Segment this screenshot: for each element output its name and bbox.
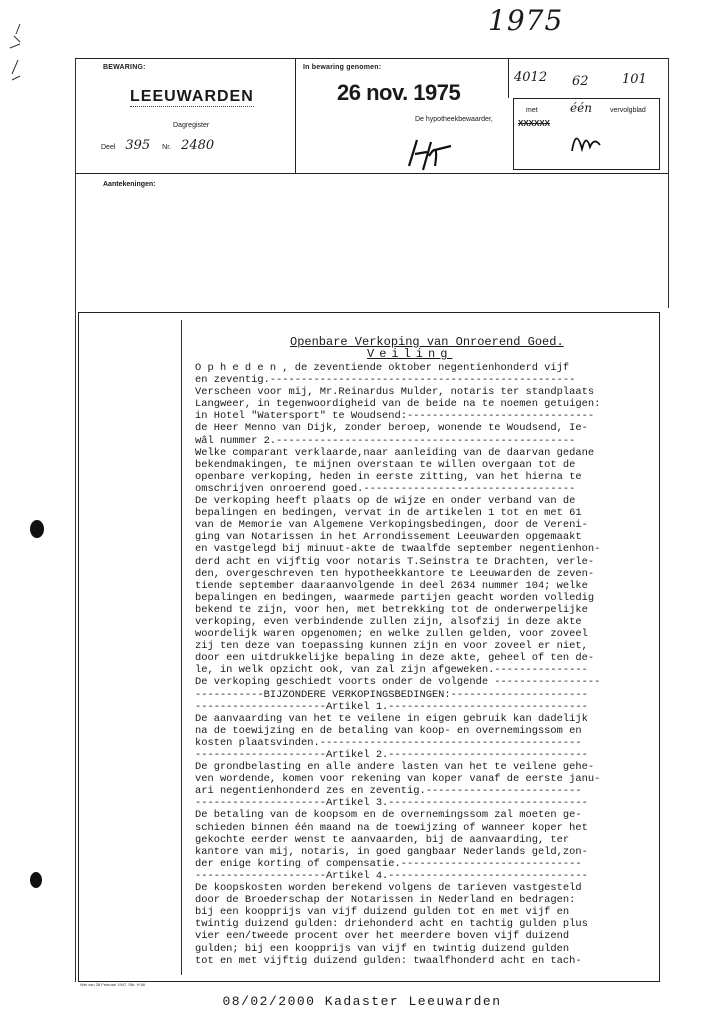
deed-line: bekendmakingen, te mijnen overstaan te willen overgaan tot de — [195, 458, 576, 471]
dagregister-label: Dagregister — [173, 122, 210, 129]
deed-line: na de toewijzing en de betaling van koop- en overnemingssom en — [195, 724, 582, 737]
deed-margin-rule — [181, 320, 182, 975]
hypotheekbewaarder-signature-icon — [405, 136, 455, 172]
registration-stamp-block — [75, 58, 668, 173]
deed-subtitle: Veiling — [367, 347, 453, 361]
deel-label: Deel — [101, 144, 116, 151]
deed-line: en vastgelegd bij minuut-akte de twaalfde september negentienhon- — [195, 543, 601, 556]
aantekeningen-label: Aantekeningen: — [103, 181, 156, 188]
deed-line: tot en met vijftig duizend gulden: twaalfhonderd acht en tach- — [195, 954, 582, 967]
vervolgblad-box — [513, 98, 660, 170]
bewaring-label: BEWARING: — [103, 64, 146, 71]
deed-line: der enige korting of compensatie.----------------------------- — [195, 857, 582, 870]
deed-line: ari negentienhonderd zes en zeventig.------------------------- — [195, 785, 582, 798]
deed-line: Welke comparant verklaarde,naar aanleiding van de daarvan gedane — [195, 446, 595, 459]
punch-hole — [30, 520, 44, 538]
deed-line: gulden; bij een koopprijs van vijf en twintig duizend gulden — [195, 942, 570, 955]
deed-line: ging van Notarissen in het Arrondissement Leeuwarden opgemaakt — [195, 531, 582, 544]
deed-line: omschrijven onroerend goed.---------------------------------- — [195, 482, 576, 495]
deed-line: ---------------------Artikel 4.-------------------------------- — [195, 869, 588, 882]
deed-line: bepalingen en bedingen, vervat in de artikelen 1 tot en met 61 — [195, 507, 582, 520]
hypotheekbewaarder-label: De hypotheekbewaarder, — [415, 116, 493, 123]
deed-body — [195, 362, 653, 967]
deed-line: vier een/tweede procent over het meerdere boven vijf duizend — [195, 930, 570, 943]
deed-line: den, overgeschreven ten hypotheekkantore te Leeuwarden de zeven- — [195, 567, 595, 580]
deel-row — [101, 138, 214, 153]
deed-line: De grondbelasting en alle andere lasten van het te veilene gehe- — [195, 761, 595, 774]
register-number: 101 — [622, 72, 647, 87]
met-label: met — [526, 107, 538, 114]
punch-hole — [30, 872, 42, 888]
deed-line: schieden binnen één maand na de toewijzing of wanneer koper het — [195, 821, 588, 834]
deed-line: De verkoping heeft plaats op de wijze en onder verband van de — [195, 495, 576, 508]
deed-line: De verkoping geschiedt voorts onder de volgende ----------------- — [195, 676, 601, 689]
date-stamp: 26 nov. 1975 — [337, 80, 461, 105]
in-bewaring-label: In bewaring genomen: — [303, 64, 382, 71]
deed-line: twintig duizend gulden: driehonderd acht en tachtig gulden plus — [195, 918, 588, 931]
deed-line: gekochte eerder wenst te aanvaarden, bij de aanvaarding, ter — [195, 833, 570, 846]
deed-line: woordelijk waren opgenomen; en welke zullen gelden, voor zoveel — [195, 628, 588, 641]
deed-line: bekend te zijn, voor hen, met betrekking tot de onderwerpelijke — [195, 603, 588, 616]
header-divider-left — [295, 58, 296, 173]
deed-line: openbare verkoping, heden in eerste zitting, van het hierna te — [195, 470, 582, 483]
register-number: 62 — [572, 74, 589, 89]
deed-line: ---------------------Artikel 3.-------------------------------- — [195, 797, 588, 810]
deed-line: van de Memorie van Algemene Verkopingsbedingen, door de Vereni- — [195, 519, 588, 532]
deed-title: Openbare Verkoping van Onroerend Goed. — [290, 335, 564, 349]
deed-line: door de Broederschap der Notarissen in Nederland en bedragen: — [195, 894, 576, 907]
deed-line: ---------------------Artikel 2.-------------------------------- — [195, 749, 588, 761]
deed-line: derd acht en vijftig voor notaris T.Seinstra te Drachten, verle- — [195, 555, 595, 568]
deed-line: -----------BIJZONDERE VERKOPINGSBEDINGEN:---------------------- — [195, 688, 588, 701]
form-footer-note: Wet van 28 Februari 1947, Stb. H 66 — [80, 982, 146, 987]
margin-scribble — [6, 20, 28, 120]
deed-line: de Heer Menno van Dijk, zonder beroep, wonende te Woudsend, Ie- — [195, 422, 588, 435]
deed-line: Langweer, in tegenwoordigheid van de beide na te noemen getuigen: — [195, 398, 601, 411]
register-number: 4012 — [514, 70, 548, 85]
year-annotation: 1975 — [488, 4, 564, 37]
deed-line: bepalingen en bedingen, waarmede partijen geacht worden volledig — [195, 591, 595, 604]
struck-text: XXXXXX — [518, 119, 551, 128]
deed-line: De betaling van de koopsom en de overnemingssom zal moeten ge- — [195, 809, 582, 822]
nr-value: 2480 — [181, 138, 215, 153]
deed-line: kantore van mij, notaris, in goed gangbaar Nederlands geld,zon- — [195, 845, 588, 858]
nr-label: Nr. — [162, 144, 172, 151]
register-numbers — [510, 62, 655, 96]
page-left-rule — [75, 58, 76, 982]
header-bottom-rule — [75, 173, 668, 174]
initials-signature-icon — [566, 123, 606, 157]
archive-stamp: 08/02/2000 Kadaster Leeuwarden — [222, 994, 502, 1009]
deed-line: zij ten deze van toepassing kunnen zijn en voor zoveel er niet, — [195, 640, 588, 653]
deed-line: wâl nummer 2.------------------------------------------------ — [195, 434, 576, 447]
deed-line: door een uitdrukkelijke bepaling in deze akte, geheel of ten de- — [195, 652, 595, 665]
deed-line: en zeventig.------------------------------------------------- — [195, 374, 576, 387]
page-right-rule — [668, 58, 669, 308]
deel-value: 395 — [125, 138, 151, 153]
deed-line: Verscheen voor mij, Mr.Reinardus Mulder, notaris ter standplaats — [195, 386, 595, 399]
deed-line: bij een koopprijs van vijf duizend gulden tot en met vijf en — [195, 906, 570, 919]
deed-line: ven wordende, komen voor rekening van koper vanaf de eerste janu- — [195, 773, 601, 786]
deed-line: le, in welk opzicht ook, van zal zijn afgeweken.--------------- — [195, 664, 588, 677]
deed-line: ---------------------Artikel 1.-------------------------------- — [195, 700, 588, 713]
deed-line: in Hotel "Watersport" te Woudsend:------------------------------ — [195, 410, 595, 423]
bewaring-city: LEEUWARDEN — [130, 88, 254, 105]
header-divider-right — [508, 58, 509, 98]
deed-line: tiende september daaraanvolgende in deel 2634 nummer 104; welke — [195, 579, 588, 592]
een-value: één — [570, 101, 592, 115]
deed-line: De aanvaarding van het te veilene in eigen gebruik kan dadelijk — [195, 712, 588, 725]
deed-line: O p h e d e n , de zeventiende oktober negentienhonderd vijf — [195, 362, 570, 374]
deed-line: verkoping, even verbindende zullen zijn, alsofzij in deze akte — [195, 615, 582, 628]
deed-line: De koopskosten worden berekend volgens de tarieven vastgesteld — [195, 882, 582, 895]
header-top-rule — [75, 58, 668, 59]
deed-line: kosten plaatsvinden.------------------------------------------ — [195, 736, 582, 749]
vervolgblad-label: vervolgblad — [610, 107, 646, 114]
